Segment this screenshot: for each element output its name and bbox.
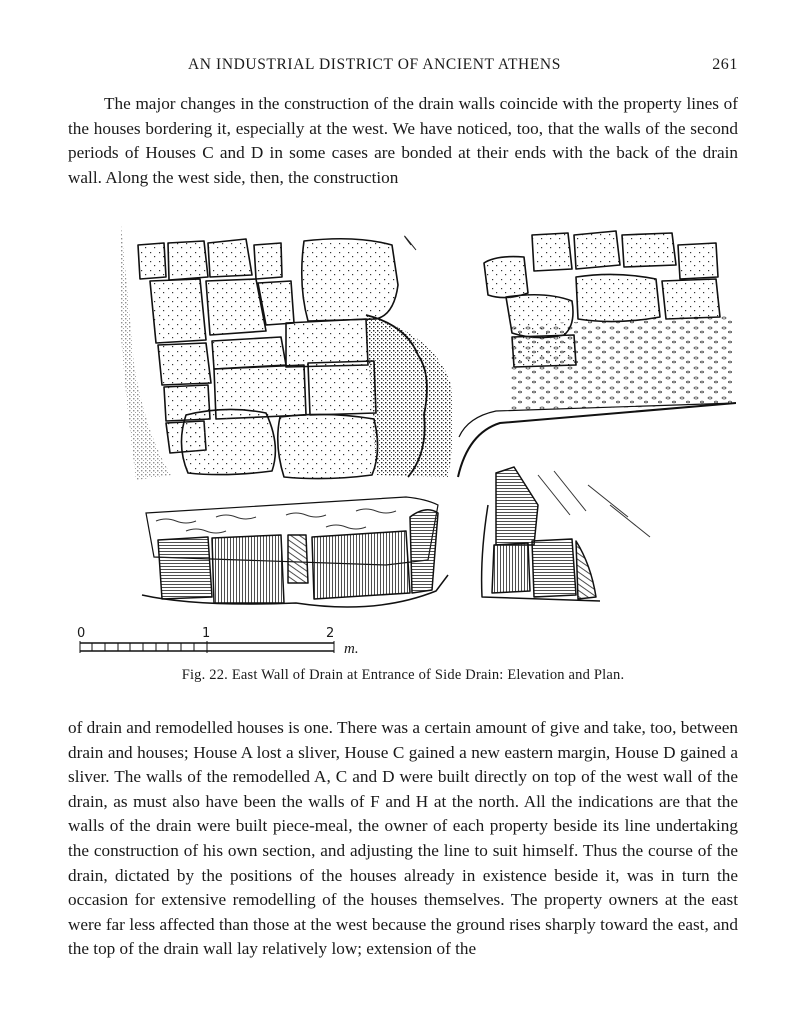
running-header <box>68 56 738 80</box>
scale-bar <box>77 626 359 657</box>
page-number: 261 <box>712 56 738 73</box>
scale-unit: m. <box>344 641 359 657</box>
scale-label-2: 2 <box>326 626 335 641</box>
plan-right <box>482 467 650 601</box>
scale-label-1: 1 <box>202 626 211 641</box>
elevation-right <box>458 231 736 477</box>
figure-22 <box>76 205 736 660</box>
paragraph-2: of drain and remodelled houses is one. There was a certain amount of give and take, too, between drain and houses; House A lost a sliver, House C gained a new eastern margin, House D gained a sliver. The walls of the remodelled A, C and D were built directly on top of the west wall of the drain, as must also have been the walls of F and H at the north. All the indications are that the walls of the drain were built piece-meal, the owner of each property beside its line undertaking the construction of his own section, and adjusting the line to suit himself. Thus the course of the drain, dictated by the positions of the houses already in existence beside it, was in turn the occasion for extensive remodelling of the houses themselves. The property owners at the east were far less affected than those at the west because the ground rises sharply toward the east, and the top of the drain wall lay relatively low; extension of the <box>68 718 738 959</box>
figure-caption: Fig. 22. East Wall of Drain at Entrance of Side Drain: Elevation and Plan. <box>181 667 625 683</box>
figure-drawing <box>76 205 736 660</box>
scale-label-0: 0 <box>77 626 86 641</box>
elevation-left <box>120 225 453 480</box>
paragraph-1: The major changes in the construction of the drain walls coincide with the property lines of the houses bordering it, especially at the west. We have noticed, too, that the walls of the second periods of Houses C and D in some cases are bonded at their ends with the back of the drain wall. Along the west side, then, the construction <box>68 94 738 187</box>
plan-left <box>142 497 448 607</box>
running-title: AN INDUSTRIAL DISTRICT OF ANCIENT ATHENS <box>188 56 561 73</box>
